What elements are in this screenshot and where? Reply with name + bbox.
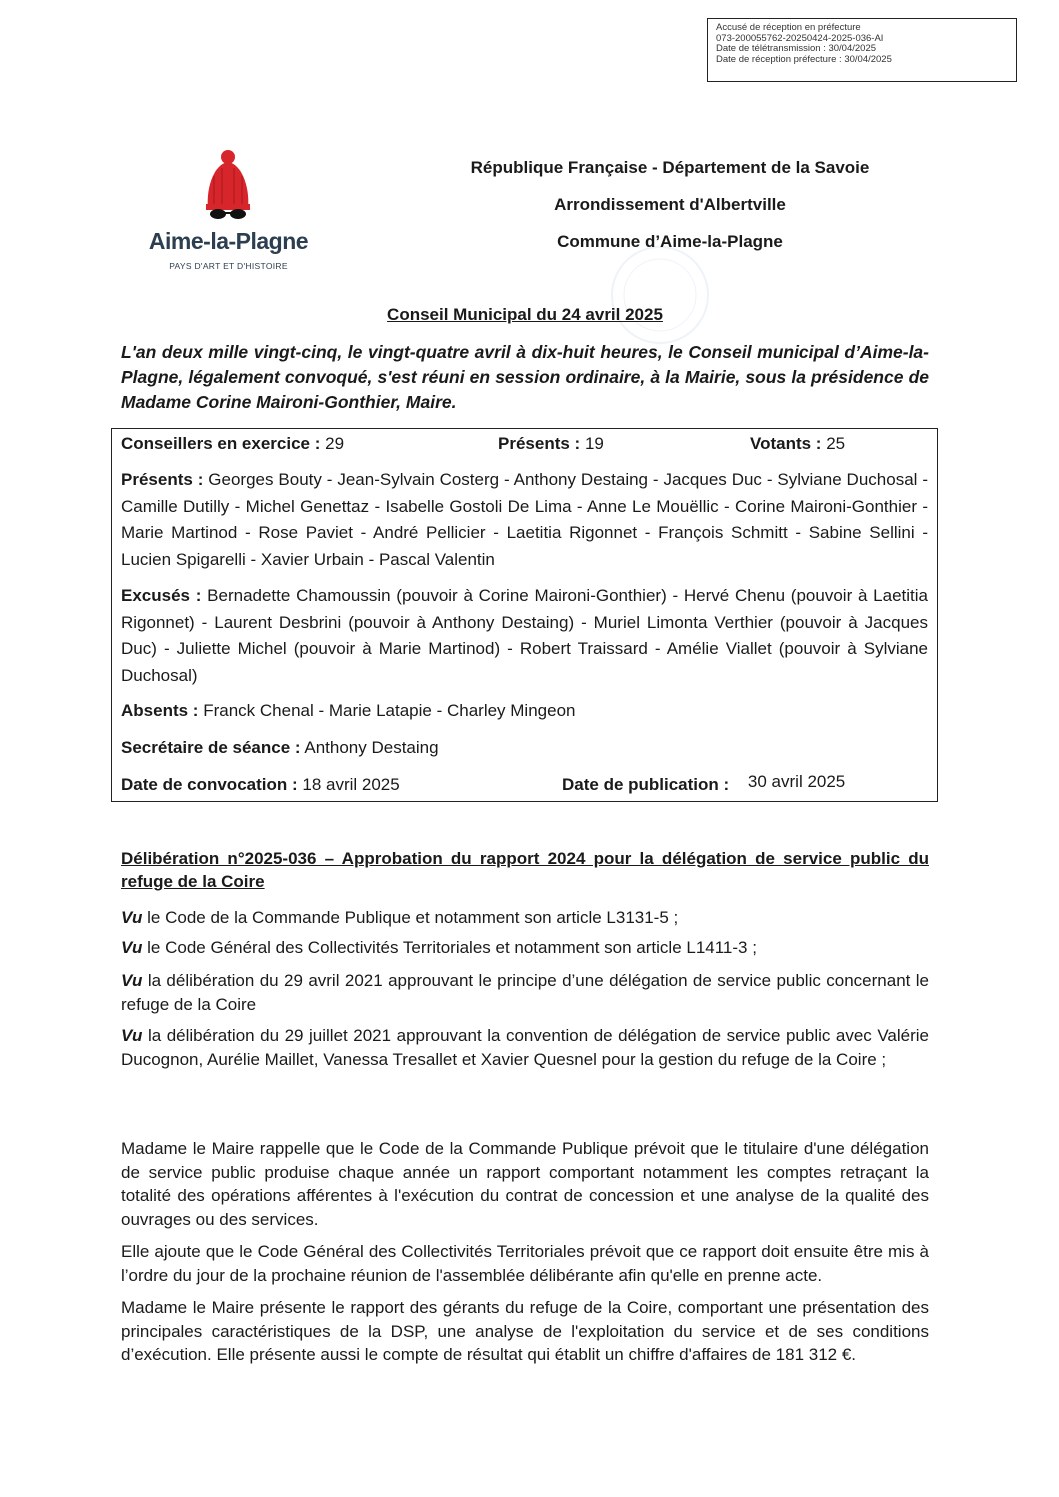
stamp-line: Accusé de réception en préfecture — [716, 22, 861, 33]
vu-label: Vu — [121, 938, 143, 957]
header-line-arrondissement: Arrondissement d'Albertville — [554, 195, 786, 214]
present-count-label: Présents : — [498, 434, 581, 453]
body-paragraph: Madame le Maire présente le rapport des gérants du refuge de la Coire, comportant une présentation des principales caractéristiques de la DSP, une analyse de l'exploitation du service et de ses conditions d’exécution. Elle présente aussi le compte de résultat qui établit un chiffre d'affaires de 181 312 €. — [121, 1298, 929, 1364]
session-title: Conseil Municipal du 24 avril 2025 — [387, 305, 663, 324]
prefecture-receipt-stamp — [707, 18, 1017, 82]
in-office-value: 29 — [325, 434, 345, 453]
absent-list — [121, 701, 576, 721]
vu-item — [121, 969, 929, 1016]
body-paragraph: Madame le Maire rappelle que le Code de la Commande Publique prévoit que le titulaire d'une délégation de service public produise chaque année un rapport comportant notamment les comptes retraçant la totalité des opérations afférentes à l'exécution du contrat de concession et une analyse de la qualité des ouvrages ou des services. — [121, 1139, 929, 1229]
body-paragraph: Elle ajoute que le Code Général des Collectivités Territoriales prévoit que ce rapport doit ensuite être mis à l’ordre du jour de la prochaine réunion de l'assemblée délibérante afin qu'elle en prenne acte. — [121, 1242, 929, 1285]
stamp-line: Date de télétransmission : 30/04/2025 — [716, 43, 877, 54]
logo-subtitle: PAYS D'ART ET D'HISTOIRE — [169, 261, 288, 271]
attendance-box — [111, 428, 938, 802]
present-count — [498, 434, 604, 454]
present-list-names: Georges Bouty - Jean-Sylvain Costerg - Anthony Destaing - Jacques Duc - Sylviane Duchosal - Camille Dutilly - Michel Genettaz - Isabelle Gostoli De Lima - Anne Le Mouëllic - Corine Maironi-Gonthier - Marie Martinod - Rose Paviet - André Pellicier - Laetitia Rigonnet - François Schmitt - Sabine Sellini - Lucien Spigarelli - Xavier Urbain - Pascal Valentin — [121, 470, 928, 569]
vu-label: Vu — [121, 1026, 143, 1045]
present-list — [121, 467, 928, 573]
preamble: L'an deux mille vingt-cinq, le vingt-quatre avril à dix-huit heures, le Conseil municipal d’Aime-la-Plagne, légalement convoqué, s'est réuni en session ordinaire, à la Mairie, sous la présidence de Madame Corine Maironi-Gonthier, Maire. — [121, 342, 929, 412]
vu-label: Vu — [121, 971, 143, 990]
councillors-in-office — [121, 434, 344, 454]
absent-label: Absents : — [121, 701, 199, 720]
seal-watermark — [560, 240, 760, 350]
stamp-line: Date de réception préfecture : 30/04/2025 — [716, 53, 892, 65]
secretary-label: Secrétaire de séance : — [121, 738, 301, 757]
vu-item — [121, 1024, 929, 1071]
present-count-value: 19 — [584, 434, 604, 453]
secretary-value: Anthony Destaing — [304, 738, 439, 757]
vu-text: le Code de la Commande Publique et notamment son article L3131-5 ; — [147, 908, 679, 927]
vu-item — [121, 906, 929, 930]
voters-count — [750, 434, 845, 454]
convocation-value: 18 avril 2025 — [302, 775, 400, 794]
town-logo-icon — [136, 148, 321, 278]
present-list-label: Présents : — [121, 470, 204, 489]
excused-names: Bernadette Chamoussin (pouvoir à Corine Maironi-Gonthier) - Hervé Chenu (pouvoir à Laetitia Rigonnet) - Laurent Desbrini (pouvoir à Anthony Destaing) - Muriel Limonta Verthier (pouvoir à Jacques Duc) - Juliette Michel (pouvoir à Marie Martinod) - Robert Traissard - Amélie Viallet (pouvoir à Sylviane Duchosal) — [121, 586, 928, 685]
vu-label: Vu — [121, 908, 143, 927]
absent-names: Franck Chenal - Marie Latapie - Charley Mingeon — [203, 701, 576, 720]
publication-value: 30 avril 2025 — [747, 772, 846, 791]
publication-date — [562, 772, 846, 795]
header-line-commune: Commune d’Aime-la-Plagne — [557, 232, 783, 251]
in-office-label: Conseillers en exercice : — [121, 434, 321, 453]
voters-value: 25 — [826, 434, 846, 453]
vu-text: le Code Général des Collectivités Territoriales et notamment son article L1411-3 ; — [147, 938, 757, 957]
header-line-republic: République Française - Département de la Savoie — [470, 158, 870, 177]
logo-name: Aime-la-Plagne — [148, 228, 309, 254]
publication-label: Date de publication : — [562, 775, 730, 794]
deliberation-title: Délibération n°2025-036 – Approbation du rapport 2024 pour la délégation de service public du refuge de la Coire — [121, 849, 929, 891]
excused-label: Excusés : — [121, 586, 202, 605]
vu-item — [121, 936, 929, 960]
convocation-label: Date de convocation : — [121, 775, 298, 794]
excused-list — [121, 583, 928, 689]
stamp-line: 073-200055762-20250424-2025-036-AI — [716, 32, 884, 44]
voters-label: Votants : — [750, 434, 822, 453]
session-secretary — [121, 738, 439, 758]
vu-text: la délibération du 29 juillet 2021 approuvant la convention de délégation de service public avec Valérie Ducognon, Aurélie Maillet, Vanessa Tresallet et Xavier Quesnel pour la gestion du refuge de la Coire ; — [121, 1026, 929, 1069]
convocation-date — [121, 775, 400, 795]
vu-text: la délibération du 29 avril 2021 approuvant le principe d’une délégation de service public concernant le refuge de la Coire — [121, 971, 929, 1014]
